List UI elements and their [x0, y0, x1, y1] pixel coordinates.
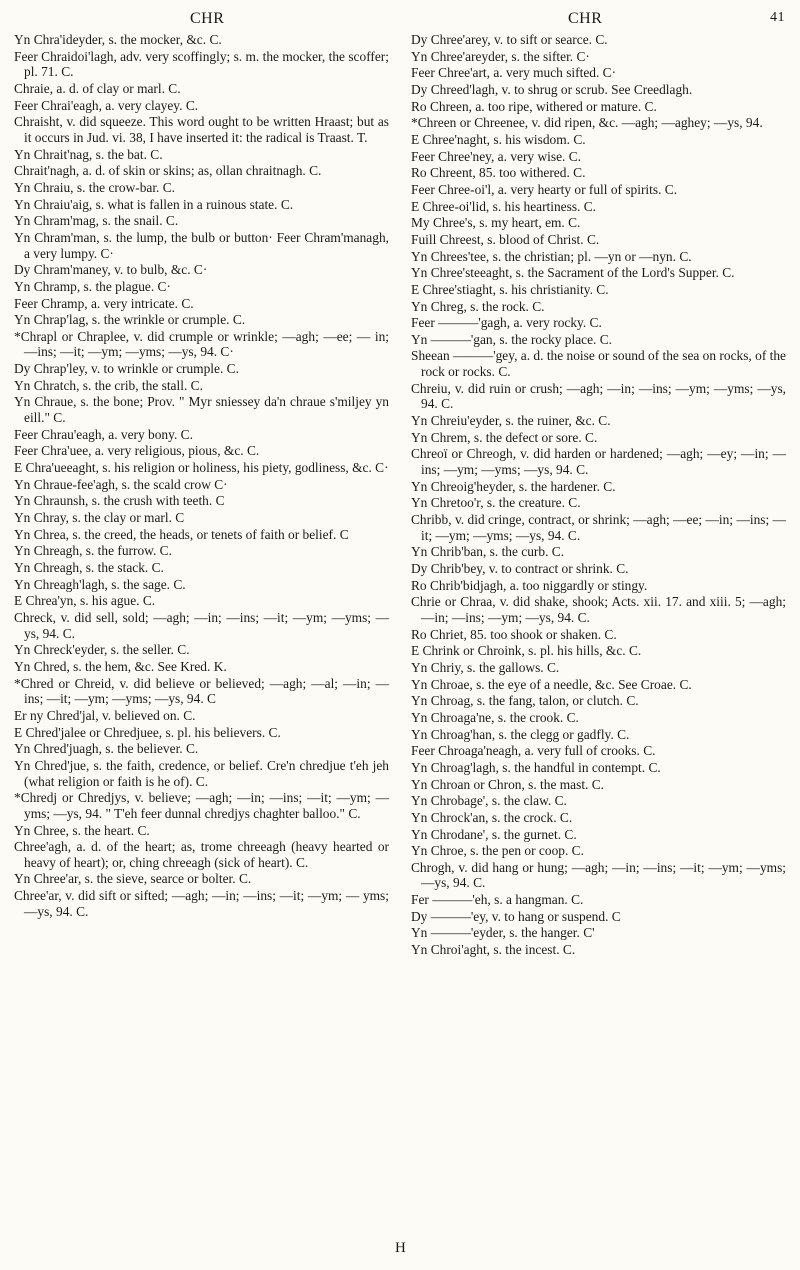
dictionary-entry: Yn Chramp, s. the plague. C· — [14, 278, 171, 294]
dictionary-entry: Dy Chram'maney, v. to bulb, &c. C· — [14, 262, 208, 278]
dictionary-entry: E Chrea'yn, s. his ague. C. — [14, 593, 156, 609]
dictionary-entry: E Chree-oi'lid, s. his heartiness. C. — [411, 198, 597, 214]
dictionary-entry: Yn Chroaga'ne, s. the crook. C. — [411, 709, 579, 725]
dictionary-entry: Yn Chroag'han, s. the clegg or gadfly. C. — [411, 726, 630, 742]
dictionary-entry: Dy Chrib'bey, v. to contract or shrink. C. — [411, 561, 629, 576]
dictionary-entry: Yn Chreiu'eyder, s. the ruiner, &c. C. — [411, 413, 611, 429]
dictionary-entry: Yn Chree'areyder, s. the sifter. C· — [411, 48, 590, 64]
dictionary-entry: Feer Chroaga'neagh, a. very full of crooks. C. — [411, 743, 656, 759]
signature-mark: H — [395, 1240, 406, 1256]
running-head-left: CHR — [190, 10, 225, 27]
dictionary-entry: *Chred or Chreid, v. did believe or believed; —agh; —al; —in; —ins; —it; —ym; —yms; —ys, 94. C — [14, 675, 389, 707]
dictionary-entry: Yn Chred'juagh, s. the believer. C. — [14, 741, 199, 757]
dictionary-entry: Yn Chred'jue, s. the faith, credence, or belief. Cre'n chredjue t'eh jeh (what religion or faith is he of). C. — [14, 757, 389, 789]
dictionary-entry: Yn Chrea, s. the creed, the heads, or tenets of faith or belief. C — [14, 526, 349, 542]
dictionary-entry: Yn Chreagh, s. the furrow. C. — [14, 543, 172, 559]
dictionary-entry: Yn Chraunsh, s. the crush with teeth. C — [14, 493, 225, 509]
dictionary-entry: Feer Chrau'eagh, a. very bony. C. — [14, 426, 193, 442]
dictionary-entry: Yn Chra'ideyder, s. the mocker, &c. C. — [14, 32, 222, 47]
dictionary-entry: Dy Chreed'lagh, v. to shrug or scrub. See Creedlagh. — [411, 81, 693, 97]
dictionary-entry: Yn Chroi'aght, s. the incest. C. — [411, 942, 576, 958]
dictionary-entry: Yn Chreagh'lagh, s. the sage. C. — [14, 576, 186, 592]
dictionary-entry: Yn Chram'mag, s. the snail. C. — [14, 213, 179, 229]
dictionary-entry: E Chrink or Chroink, s. pl. his hills, &c. C. — [411, 643, 642, 659]
dictionary-entry: Yn Chreagh, s. the stack. C. — [14, 560, 164, 575]
dictionary-entry: Yn Chreck'eyder, s. the seller. C. — [14, 642, 190, 658]
dictionary-entry: Ro Chreent, 85. too withered. C. — [411, 165, 586, 181]
dictionary-entry: Yn Chreg, s. the rock. C. — [411, 298, 545, 314]
dictionary-entry: *Chrapl or Chraplee, v. did crumple or wrinkle; —agh; —ee; — in; —ins; —it; —ym; —yms; —ys, 94. C· — [14, 328, 389, 360]
dictionary-entry: Feer Chree'ney, a. very wise. C. — [411, 148, 581, 164]
dictionary-entry: Yn Chred, s. the hem, &c. See Kred. K. — [14, 658, 227, 674]
dictionary-entry: Chrie or Chraa, v. did shake, shook; Acts. xii. 17. and xiii. 5; —agh; —in; —ins; —ym; —ys, 94. C. — [411, 594, 786, 625]
left-column — [14, 32, 389, 920]
dictionary-entry: Yn Chrait'nag, s. the bat. C. — [14, 146, 163, 162]
dictionary-entry: Chreiu, v. did ruin or crush; —agh; —in; —ins; —ym; —yms; —ys, 94. C. — [411, 380, 786, 412]
dictionary-entry: *Chredj or Chredjys, v. believe; —agh; —in; —ins; —it; —ym; —yms; —ys, 94. " T'eh feer dunnal chredjys chaghter balloo." C. — [14, 790, 389, 821]
dictionary-entry: Feer Chrai'eagh, a. very clayey. C. — [14, 97, 199, 113]
dictionary-entry: E Chree'naght, s. his wisdom. C. — [411, 131, 586, 147]
dictionary-entry: Yn ———'gan, s. the rocky place. C. — [411, 331, 612, 347]
dictionary-entry: Yn Chraiu, s. the crow-bar. C. — [14, 179, 176, 195]
dictionary-entry: Er ny Chred'jal, v. believed on. C. — [14, 707, 196, 723]
dictionary-entry: Yn Chroae, s. the eye of a needle, &c. See Croae. C. — [411, 676, 692, 692]
dictionary-entry: E Chra'ueeaght, s. his religion or holiness, his piety, godliness, &c. C· — [14, 460, 389, 476]
dictionary-entry: Chrait'nagh, a. d. of skin or skins; as, ollan chraitnagh. C. — [14, 163, 322, 179]
right-column — [411, 32, 786, 959]
page-number: 41 — [770, 10, 785, 25]
dictionary-entry: Fer ———'eh, s. a hangman. C. — [411, 892, 584, 908]
dictionary-entry: Dy Chrap'ley, v. to wrinkle or crumple. C. — [14, 361, 239, 377]
dictionary-entry: Chreck, v. did sell, sold; —agh; —in; —ins; —it; —ym; —yms; —ys, 94. C. — [14, 609, 389, 641]
dictionary-entry: Yn Chree, s. the heart. C. — [14, 822, 150, 838]
running-head-right: CHR — [568, 10, 603, 27]
dictionary-entry: *Chreen or Chreenee, v. did ripen, &c. —agh; —aghey; —ys, 94. — [411, 115, 763, 131]
dictionary-entry: Yn Chraue-fee'agh, s. the scald crow C· — [14, 476, 228, 492]
dictionary-entry: Yn Chroag, s. the fang, talon, or clutch. C. — [411, 693, 639, 709]
dictionary-entry: Yn Chray, s. the clay or marl. C — [14, 510, 185, 526]
dictionary-entry: Yn Chrock'an, s. the crock. C. — [411, 809, 573, 825]
dictionary-entry: Feer Chramp, a. very intricate. C. — [14, 295, 194, 311]
dictionary-entry: Yn Chriy, s. the gallows. C. — [411, 659, 560, 675]
dictionary-entry: Ro Chriet, 85. too shook or shaken. C. — [411, 626, 617, 642]
dictionary-entry: Chribb, v. did cringe, contract, or shrink; —agh; —ee; —in; —ins; —it; —ym; —yms; —ys, 94. C. — [411, 512, 786, 543]
dictionary-entry: Yn Chrap'lag, s. the wrinkle or crumple. C. — [14, 312, 246, 328]
dictionary-entry: Yn Chrib'ban, s. the curb. C. — [411, 544, 565, 560]
dictionary-entry: Chraisht, v. did squeeze. This word ought to be written Hraast; but as it occurs in Jud. vi. 38, I have inserted it: the radical is Traast. T. — [14, 114, 389, 145]
dictionary-entry: Feer ———'gagh, a. very rocky. C. — [411, 315, 602, 331]
dictionary-entry: Feer Chree-oi'l, a. very hearty or full of spirits. C. — [411, 181, 678, 197]
dictionary-entry: Chree'agh, a. d. of the heart; as, trome chreeagh (heavy hearted or heavy of heart); or, ching chreeagh (sick of heart). C. — [14, 839, 389, 870]
dictionary-entry: Yn Chrem, s. the defect or sore. C. — [411, 429, 598, 445]
dictionary-entry: My Chree's, s. my heart, em. C. — [411, 215, 581, 231]
dictionary-entry: Chrogh, v. did hang or hung; —agh; —in; —ins; —it; —ym; —yms; —ys, 94. C. — [411, 859, 786, 891]
dictionary-entry: Dy Chree'arey, v. to sift or searce. C. — [411, 32, 608, 47]
dictionary-entry: Yn Chrodane', s. the gurnet. C. — [411, 826, 577, 842]
dictionary-entry: Sheean ———'gey, a. d. the noise or sound of the sea on rocks, of the rock or rocks. C. — [411, 348, 786, 380]
dictionary-entry: Feer Chree'art, a. very much sifted. C· — [411, 65, 617, 81]
dictionary-entry: Yn Chroan or Chron, s. the mast. C. — [411, 776, 605, 792]
dictionary-entry: Yn ———'eyder, s. the hanger. C' — [411, 925, 595, 941]
dictionary-entry: Yn Chreoig'heyder, s. the hardener. C. — [411, 478, 616, 494]
dictionary-entry: Chree'ar, v. did sift or sifted; —agh; —in; —ins; —it; —ym; — yms; —ys, 94. C. — [14, 888, 389, 919]
dictionary-entry: Yn Chree'ar, s. the sieve, searce or bolter. C. — [14, 871, 252, 887]
dictionary-entry: Ro Chreen, a. too ripe, withered or mature. C. — [411, 98, 657, 114]
dictionary-entry: Ro Chrib'bidjagh, a. too niggardly or stingy. — [411, 577, 648, 593]
dictionary-entry: Yn Chretoo'r, s. the creature. C. — [411, 495, 581, 511]
dictionary-entry: Fuill Chreest, s. blood of Christ. C. — [411, 231, 600, 247]
dictionary-entry: Yn Chram'man, s. the lump, the bulb or button· Feer Chram'managh, a very lumpy. C· — [14, 229, 389, 261]
dictionary-entry: E Chred'jalee or Chredjuee, s. pl. his believers. C. — [14, 724, 281, 740]
dictionary-entry: Chraie, a. d. of clay or marl. C. — [14, 80, 181, 96]
dictionary-entry: Yn Chroag'lagh, s. the handful in contempt. C. — [411, 759, 661, 775]
dictionary-entry: Feer Chraidoi'lagh, adv. very scoffingly; s. m. the mocker, the scoffer; pl. 71. C. — [14, 48, 389, 80]
dictionary-entry: Dy ———'ey, v. to hang or suspend. C — [411, 908, 621, 924]
dictionary-entry: Chreoï or Chreogh, v. did harden or hardened; —agh; —ey; —in; —ins; —ym; —yms; —ys, 94. C. — [411, 446, 786, 478]
dictionary-entry: Yn Chratch, s. the crib, the stall. C. — [14, 377, 203, 393]
page-header — [0, 10, 800, 34]
dictionary-entry: Yn Chraiu'aig, s. what is fallen in a ruinous state. C. — [14, 196, 294, 212]
dictionary-entry: Yn Chrees'tee, s. the christian; pl. —yn or —nyn. C. — [411, 248, 692, 264]
dictionary-entry: Yn Chroe, s. the pen or coop. C. — [411, 843, 584, 859]
dictionary-entry: Yn Chraue, s. the bone; Prov. " Myr sniessey da'n chraue s'miljey yn eill." C. — [14, 394, 389, 426]
dictionary-entry: E Chree'stiaght, s. his christianity. C. — [411, 281, 609, 297]
dictionary-entry: Feer Chra'uee, a. very religious, pious, &c. C. — [14, 443, 260, 459]
dictionary-entry: Yn Chree'steeaght, s. the Sacrament of the Lord's Supper. C. — [411, 265, 735, 281]
dictionary-entry: Yn Chrobage', s. the claw. C. — [411, 793, 567, 809]
